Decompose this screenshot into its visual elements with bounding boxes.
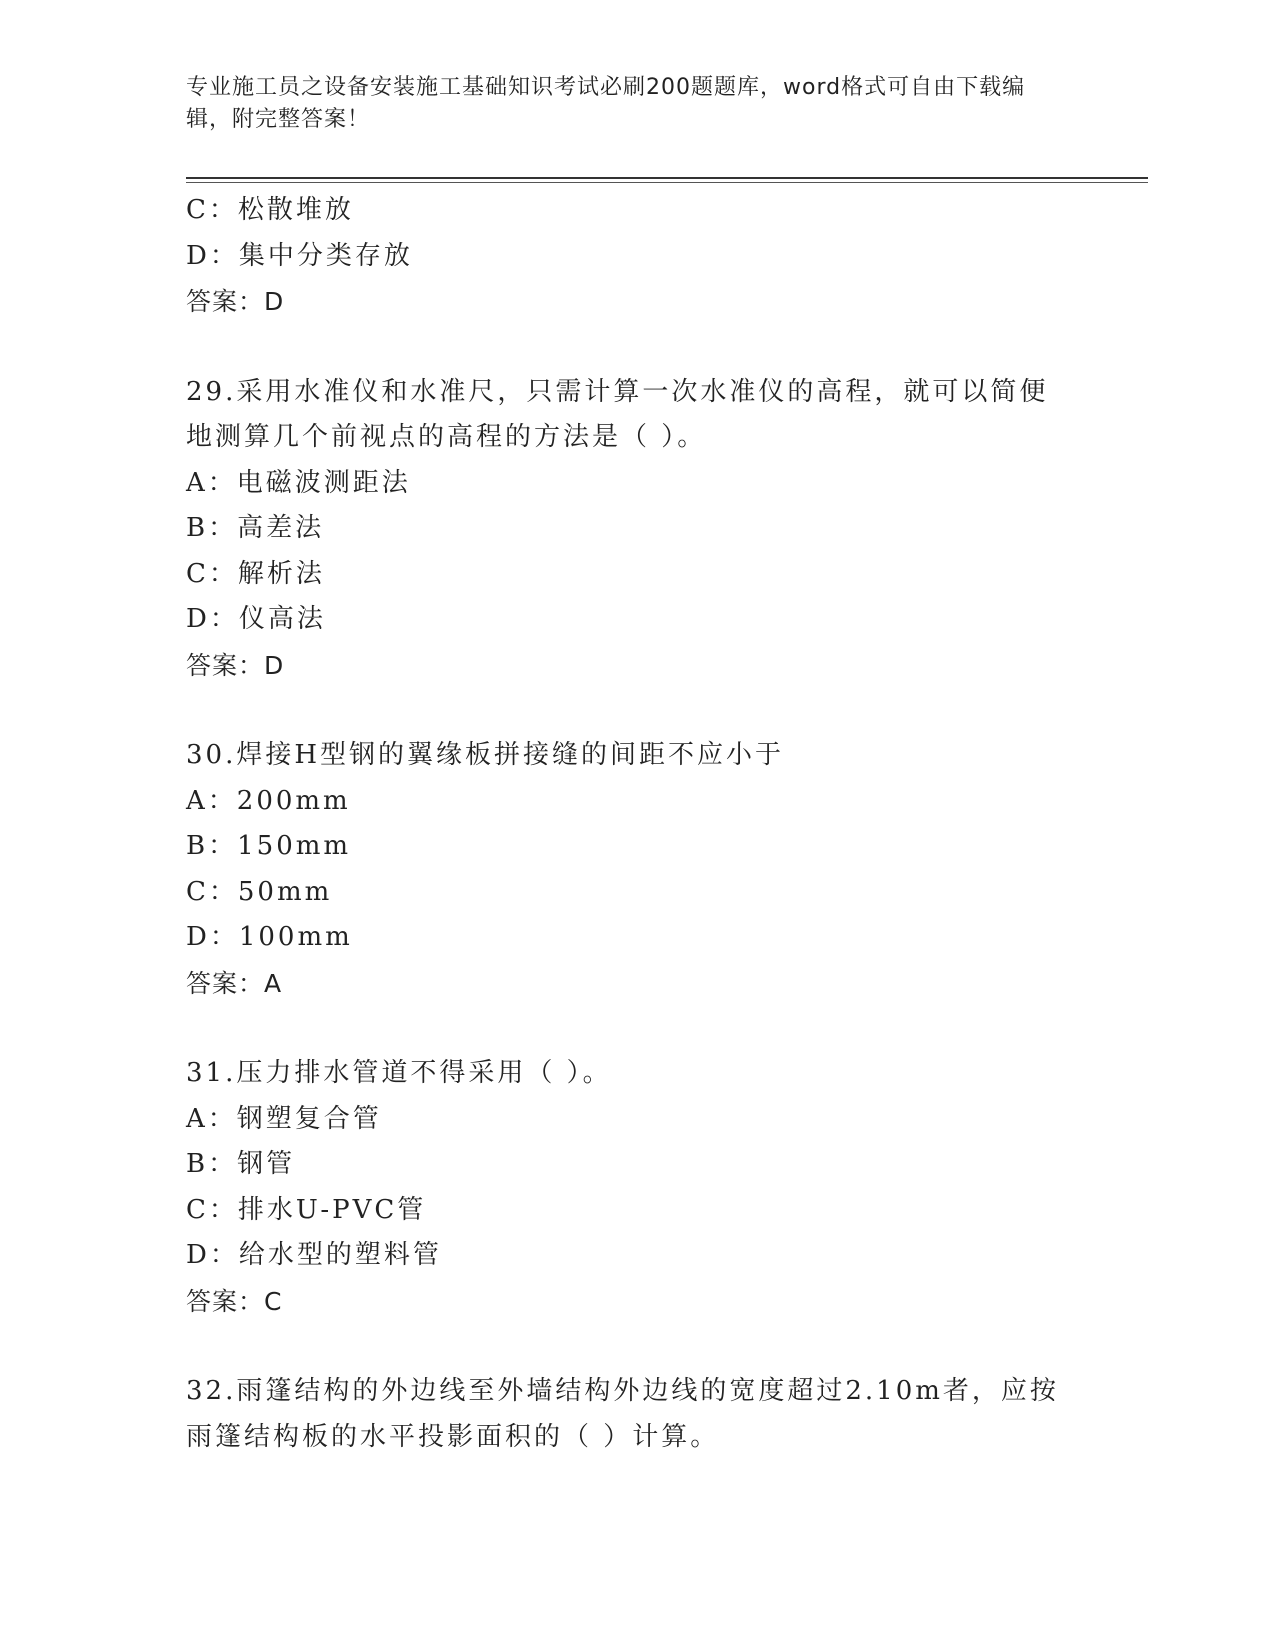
option-d: D：100mm <box>186 922 353 952</box>
option-c: C：解析法 <box>186 558 325 589</box>
answer: 答案：A <box>186 968 283 998</box>
question-text: 30.焊接H型钢的翼缘板拼接缝的间距不应小于 <box>186 740 785 770</box>
answer: 答案：C <box>186 1286 283 1316</box>
question-text: 31.压力排水管道不得采用（ ）。 <box>186 1058 612 1088</box>
question-gap <box>186 688 1086 733</box>
question-list <box>186 188 1086 1460</box>
option-c: C：50mm <box>186 876 333 907</box>
option-d: D：给水型的塑料管 <box>186 1240 442 1270</box>
option-b: B：钢管 <box>186 1149 296 1179</box>
prev-option-d: D：集中分类存放 <box>186 240 413 271</box>
answer: 答案：D <box>186 650 285 680</box>
header-divider <box>186 177 1148 179</box>
question-text: 32.雨篷结构的外边线至外墙结构外边线的宽度超过2.10m者，应按雨篷结构板的水平投影面积的（ ）计算。 <box>186 1376 1059 1452</box>
question-31 <box>186 1051 1086 1324</box>
document-header: 专业施工员之设备安装施工基础知识考试必刷200题题库，word格式可自由下载编辑，附完整答案！ <box>186 75 1026 132</box>
question-29 <box>186 370 1086 689</box>
option-d: D：仪高法 <box>186 604 326 634</box>
question-text: 29.采用水准仪和水准尺，只需计算一次水准仪的高程，就可以简便地测算几个前视点的高程的方法是（ ）。 <box>186 376 1049 452</box>
question-30 <box>186 733 1086 1006</box>
question-gap <box>186 325 1086 370</box>
option-b: B：150mm <box>186 831 352 861</box>
header-divider-thin <box>186 182 1148 183</box>
option-a: A：电磁波测距法 <box>186 467 411 498</box>
question-gap <box>186 1324 1086 1369</box>
option-a: A：钢塑复合管 <box>186 1103 382 1134</box>
option-a: A：200mm <box>186 785 351 816</box>
question-32 <box>186 1369 1086 1460</box>
question-gap <box>186 1006 1086 1051</box>
prev-answer: 答案：D <box>186 287 285 316</box>
prev-option-c: C：松散堆放 <box>186 195 354 225</box>
option-b: B：高差法 <box>186 513 325 543</box>
option-c: C：排水U-PVC管 <box>186 1194 427 1225</box>
